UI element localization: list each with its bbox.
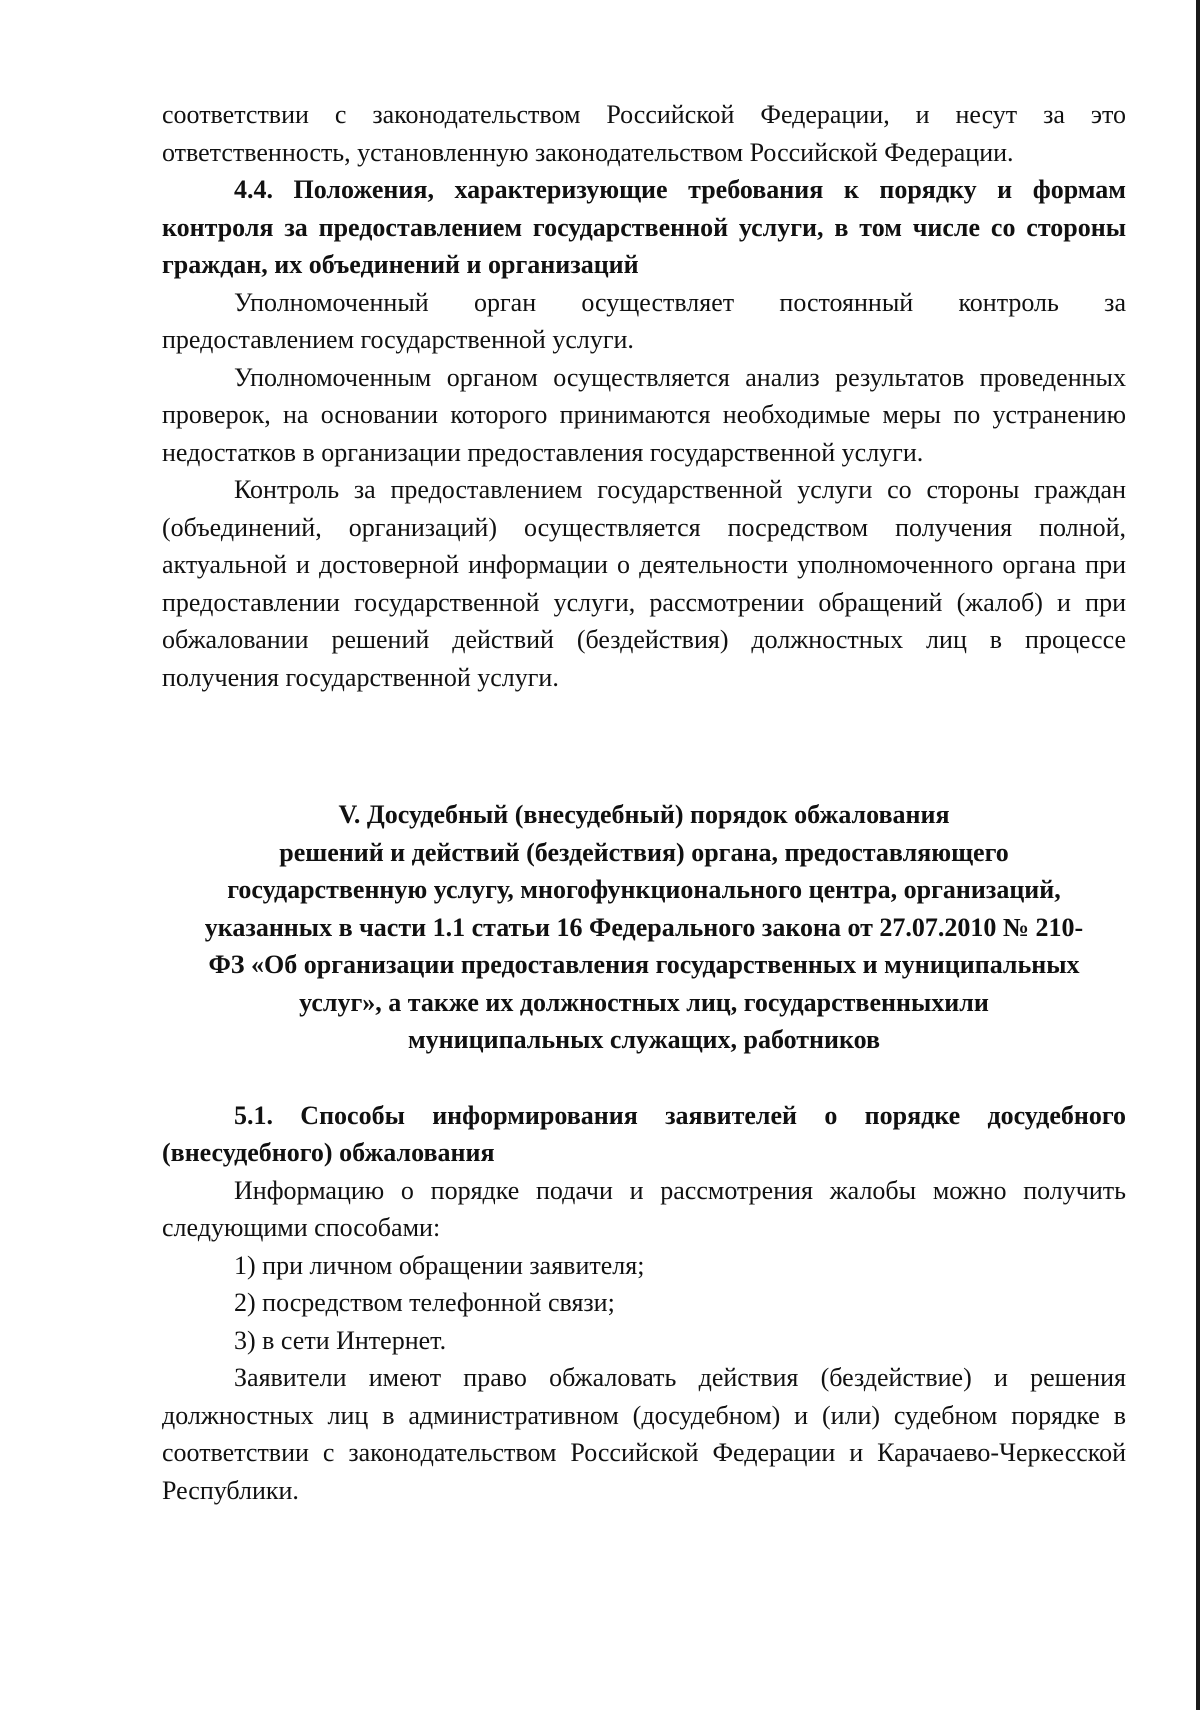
section-5-heading (106, 796, 1182, 1059)
scan-border (1196, 0, 1200, 1710)
paragraph-appeal-rights: Заявители имеют право обжаловать действия (бездействие) и решения должностных лиц в административном (досудебном) и (или) судебном порядке в соответствии с законодательством Российской Федерации и Карачаево-Черкесской Республики. (162, 1363, 1126, 1505)
section-5-heading-line: указанных в части 1.1 статьи 16 Федерального закона от 27.07.2010 № 210- (204, 912, 1084, 942)
section-5-heading-line: V. Досудебный (внесудебный) порядок обжалования (338, 800, 950, 829)
section-5-1-heading: 5.1. Способы информирования заявителей о порядке досудебного (внесудебного) обжалования (162, 1100, 1126, 1167)
paragraph-citizen-control: Контроль за предоставлением государственной услуги со стороны граждан (объединений, организаций) осуществляется посредством получения полной, актуальной и достоверной информации о деятельности уполномоченного органа при предоставлении государственной услуги, рассмотрении обращений (жалоб) и при обжаловании решений действий (бездействия) должностных лиц в процессе получения государственной услуги. (162, 475, 1126, 692)
section-5-heading-line: государственную услугу, многофункционального центра, организаций, (227, 875, 1061, 904)
list-item: 2) посредством телефонной связи; (234, 1288, 615, 1317)
spacer (162, 696, 1126, 796)
list-item: 3) в сети Интернет. (234, 1325, 447, 1355)
section-5-heading-line: услуг», а также их должностных лиц, государственныхили (299, 987, 989, 1017)
section-5-heading-line: муниципальных служащих, работников (407, 1025, 881, 1054)
paragraph-intro: соответствии с законодательством Российской Федерации, и несут за это ответственность, установленную законодательством Российской Федерации. (162, 100, 1126, 167)
section-5-heading-line: ФЗ «Об организации предоставления государственных и муниципальных (208, 950, 1080, 979)
paragraph-info-methods: Информацию о порядке подачи и рассмотрения жалобы можно получить следующими способами: (162, 1175, 1126, 1242)
list-item: 1) при личном обращении заявителя; (234, 1250, 645, 1280)
section-5-heading-line: решений и действий (бездействия) органа, предоставляющего (279, 837, 1009, 867)
paragraph-control: Уполномоченный орган осуществляет постоянный контроль за предоставлением государственной услуги. (162, 287, 1126, 354)
section-4-4-heading: 4.4. Положения, характеризующие требования к порядку и формам контроля за предоставлением государственной услуги, в том числе со стороны граждан, их объединений и организаций (162, 175, 1126, 279)
spacer (162, 1059, 1126, 1097)
document-body (162, 96, 1126, 1509)
paragraph-analysis: Уполномоченным органом осуществляется анализ результатов проведенных проверок, на основании которого принимаются необходимые меры по устранению недостатков в организации предоставления государственной услуги. (162, 362, 1126, 467)
